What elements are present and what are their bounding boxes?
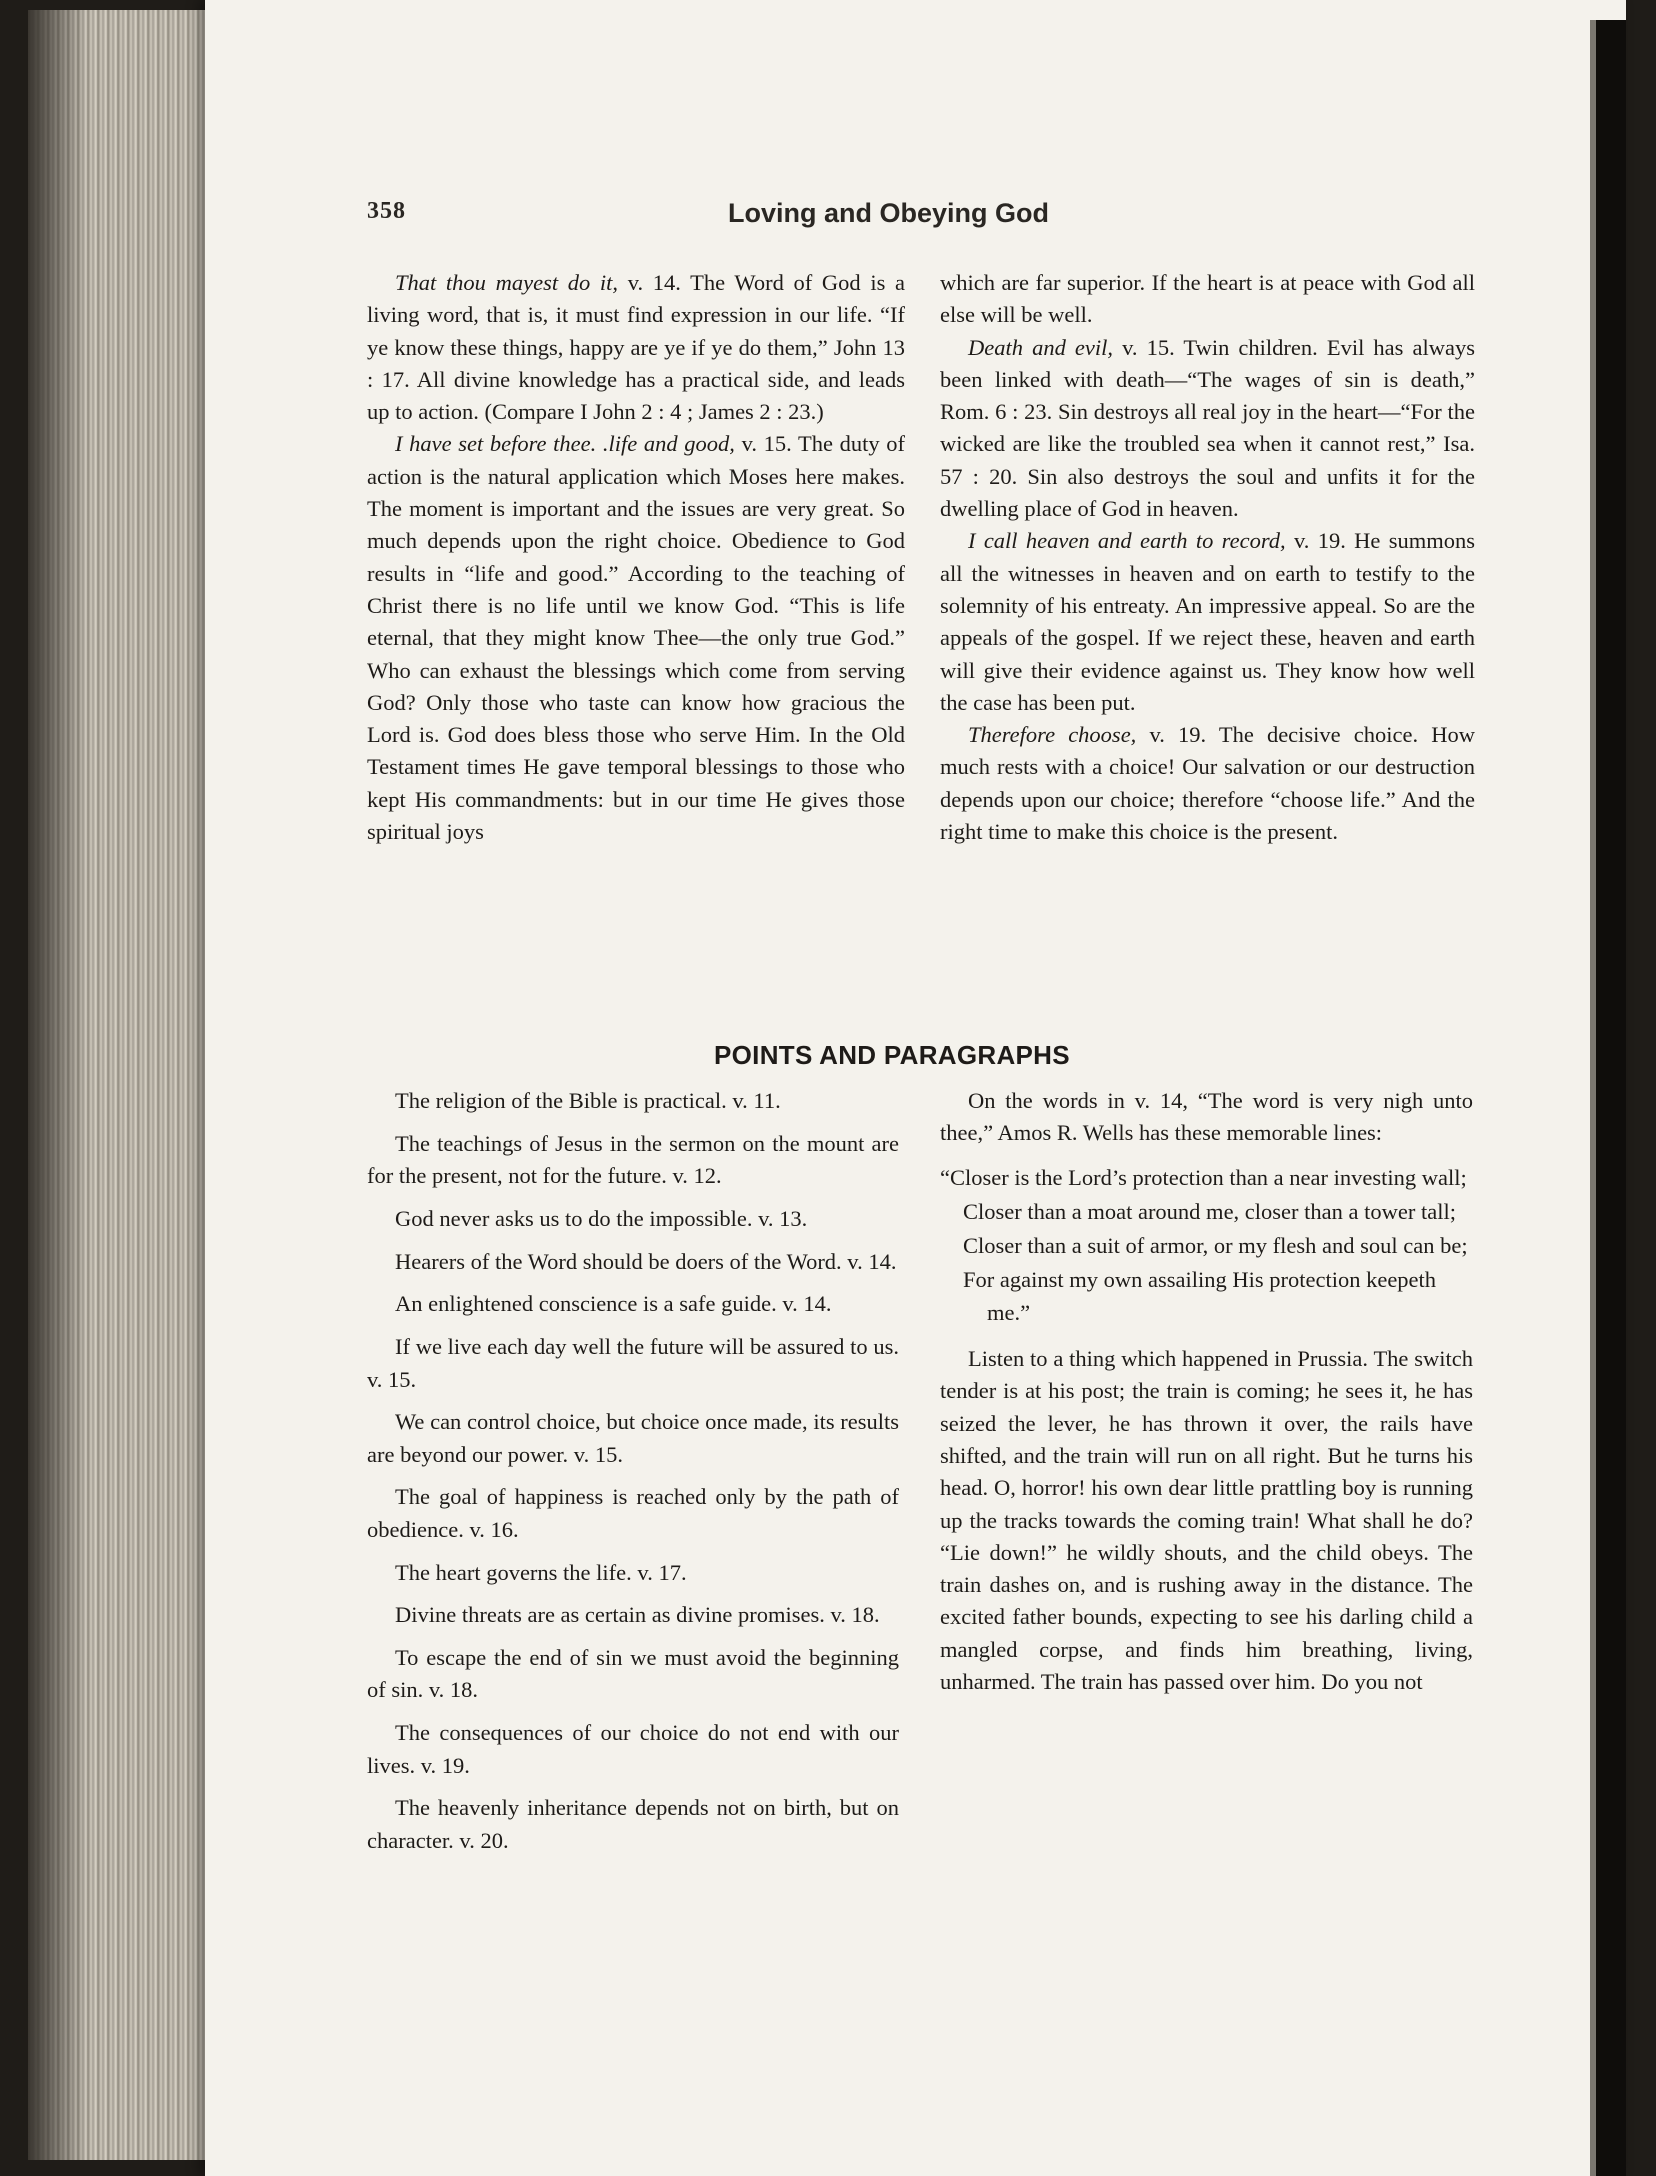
point-item: Hearers of the Word should be doers of the Word. v. 14. xyxy=(395,1248,897,1274)
commentary-text: v. 15. The duty of action is the natural application which Moses here makes. The moment is important and the issues are very great. So much depends upon the right choice. Obedience to God results in “life and good.” According to the teaching of Christ there is no life until we know God. “This is life eternal, that they might know Thee—the only true God.” Who can exhaust the blessings which come from serving God? Only those who taste can know how gracious the Lord is. God does bless those who serve Him. In the Old Testament times He gave temporal blessings to those who kept His commandments: but in our time He gives those spiritual joys xyxy=(367,431,905,845)
poem-line: For against my own assailing His protection keepeth me.” xyxy=(963,1267,1437,1325)
commentary-paragraph xyxy=(367,267,905,428)
point-item: The heart governs the life. v. 17. xyxy=(395,1559,687,1585)
page-number: 358 xyxy=(367,198,406,224)
point-item: We can control choice, but choice once made, its results are beyond our power. v. 15. xyxy=(367,1409,899,1467)
poem-line: “Closer is the Lord’s protection than a near investing wall; xyxy=(940,1164,1467,1190)
commentary-paragraph xyxy=(940,267,1475,332)
point-item: Divine threats are as certain as divine promises. v. 18. xyxy=(395,1602,880,1628)
story-paragraph: Listen to a thing which happened in Prussia. The switch tender is at his post; the train is coming; he sees it, he has seized the lever, he has thrown it over, the rails have shifted, and the train will run on all right. But he turns his head. O, horror! his own dear little prattling boy is running up the tracks towards the coming train! What shall he do? “Lie down!” he wildly shouts, and the child obeys. The train dashes on, and is rushing away in the distance. The excited father bounds, expecting to see his darling child a mangled corpse, and finds him breathing, living, unharmed. The train has passed over him. Do you not xyxy=(940,1346,1473,1695)
scan-border xyxy=(1596,20,1626,2176)
verse-reference: That thou mayest do it, xyxy=(395,270,619,295)
point-item: The teachings of Jesus in the sermon on the mount are for the present, not for the future. v. 12. xyxy=(367,1130,899,1189)
point-item: The heavenly inheritance depends not on birth, but on character. v. 20. xyxy=(367,1795,899,1853)
verse-reference: Therefore choose, xyxy=(968,722,1137,748)
point-item: The goal of happiness is reached only by the path of obedience. v. 16. xyxy=(367,1484,899,1542)
commentary-text: v. 19. The decisive choice. How much rests with a choice! Our salvation or our destruction depends upon our choice; therefore “choose life.” And the right time to make this choice is the present. xyxy=(940,722,1476,845)
point-item: To escape the end of sin we must avoid the beginning of sin. v. 18. xyxy=(367,1645,899,1703)
commentary-paragraph xyxy=(940,332,1475,526)
section-heading: POINTS AND PARAGRAPHS xyxy=(714,1040,1070,1070)
point-item: An enlightened conscience is a safe guide. v. 14. xyxy=(395,1291,832,1317)
running-title: Loving and Obeying God xyxy=(728,198,1049,228)
commentary-paragraph xyxy=(940,719,1475,848)
book-page-edges xyxy=(28,10,228,2160)
point-item: If we live each day well the future will be assured to us. v. 15. xyxy=(367,1334,899,1392)
point-item: The religion of the Bible is practical. v. 11. xyxy=(395,1088,781,1113)
commentary-text: which are far superior. If the heart is at peace with God all else will be well. xyxy=(940,270,1475,328)
paragraphs-right-column xyxy=(940,1085,1473,1708)
point-item: God never asks us to do the impossible. v. 13. xyxy=(395,1205,808,1231)
verse-reference: Death and evil, xyxy=(968,334,1114,360)
poem xyxy=(940,1162,1473,1329)
commentary-left-column xyxy=(367,267,905,848)
poem-line: Closer than a moat around me, closer than a tower tall; xyxy=(963,1198,1456,1224)
commentary-paragraph xyxy=(367,428,905,848)
commentary-paragraph xyxy=(940,525,1475,719)
poem-line: Closer than a suit of armor, or my flesh and soul can be; xyxy=(963,1233,1468,1259)
poem-intro: On the words in v. 14, “The word is very nigh unto thee,” Amos R. Wells has these memorable lines: xyxy=(940,1088,1473,1146)
commentary-text: v. 14. The Word of God is a living word, that is, it must find expression in our life. “If ye know these things, happy are ye if ye do them,” John 13 : 17. All divine knowledge has a practical side, and leads up to action. (Compare I John 2 : 4 ; James 2 : 23.) xyxy=(367,270,905,425)
point-item: The consequences of our choice do not end with our lives. v. 19. xyxy=(367,1720,899,1778)
commentary-right-column xyxy=(940,267,1475,848)
verse-reference: I call heaven and earth to record, xyxy=(968,528,1286,554)
commentary-text: v. 15. Twin children. Evil has always been linked with death—“The wages of sin is death,” Rom. 6 : 23. Sin destroys all real joy in the heart—“For the wicked are like the troubled sea when it cannot rest,” Isa. 57 : 20. Sin also destroys the soul and unfits it for the dwelling place of God in heaven. xyxy=(940,334,1475,522)
points-list xyxy=(367,1085,899,1867)
verse-reference: I have set before thee. .life and good, xyxy=(395,431,735,457)
commentary-text: v. 19. He summons all the witnesses in heaven and on earth to testify to the solemnity of his entreaty. An impressive appeal. So are the appeals of the gospel. If we reject these, heaven and earth will give their evidence against us. They know how well the case has been put. xyxy=(940,528,1475,715)
